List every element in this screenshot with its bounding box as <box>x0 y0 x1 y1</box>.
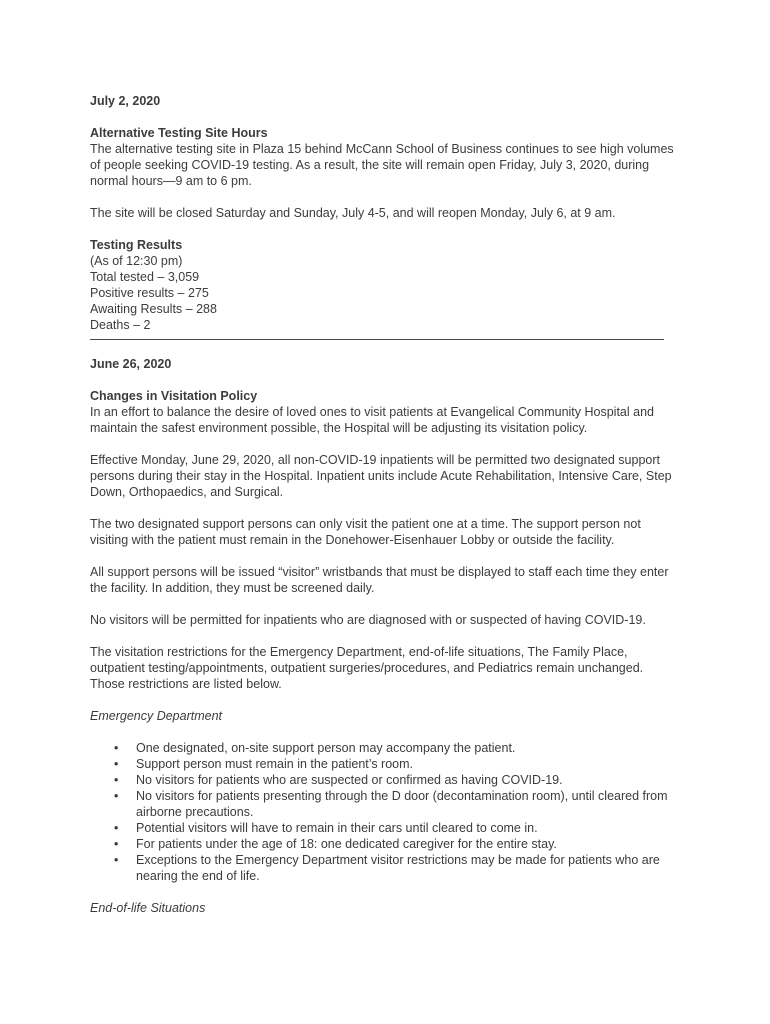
entry2-paragraph-2: Effective Monday, June 29, 2020, all non-COVID-19 inpatients will be permitted two designated support persons during their stay in the Hospital. Inpatient units include Acute Rehabilitation, Intensive Care, Step Down, Orthopaedics, and Surgical. <box>90 453 672 499</box>
list-item-text: Potential visitors will have to remain in their cars until cleared to come in. <box>136 821 538 835</box>
testing-results-deaths: Deaths – 2 <box>90 318 151 332</box>
bullet-icon: • <box>114 837 119 851</box>
entry2-paragraph-5: No visitors will be permitted for inpatients who are diagnosed with or suspected of having COVID-19. <box>90 613 646 627</box>
entry1-heading: Alternative Testing Site Hours <box>90 126 268 140</box>
bullet-icon: • <box>114 821 119 835</box>
list-item <box>90 836 680 852</box>
bullet-icon: • <box>114 757 119 771</box>
entry2-date: June 26, 2020 <box>90 357 172 371</box>
list-item <box>90 756 680 772</box>
list-item-text: No visitors for patients who are suspected or confirmed as having COVID-19. <box>136 773 563 787</box>
list-item-text: Exceptions to the Emergency Department visitor restrictions may be made for patients who are nearing the end of life. <box>136 853 660 883</box>
testing-results-total: Total tested – 3,059 <box>90 270 200 284</box>
entry2-paragraph-4: All support persons will be issued “visitor” wristbands that must be displayed to staff each time they enter the facility. In addition, they must be screened daily. <box>90 565 669 595</box>
bullet-icon: • <box>114 789 119 803</box>
list-item <box>90 820 680 836</box>
bullet-icon: • <box>114 741 119 755</box>
bullet-icon: • <box>114 853 119 867</box>
entry2-paragraph-1: In an effort to balance the desire of loved ones to visit patients at Evangelical Community Hospital and maintain the safest environment possible, the Hospital will be adjusting its visitation policy. <box>90 405 654 435</box>
entry2-paragraph-3: The two designated support persons can only visit the patient one at a time. The support person not visiting with the patient must remain in the Donehower-Eisenhauer Lobby or outside the facility. <box>90 517 641 547</box>
emergency-department-heading: Emergency Department <box>90 709 223 723</box>
end-of-life-heading: End-of-life Situations <box>90 901 206 915</box>
testing-results-awaiting: Awaiting Results – 288 <box>90 302 217 316</box>
entry1-date: July 2, 2020 <box>90 94 161 108</box>
entry2-paragraph-6: The visitation restrictions for the Emergency Department, end-of-life situations, The Family Place, outpatient testing/appointments, outpatient surgeries/procedures, and Pediatrics remain unchanged. Those restrictions are listed below. <box>90 645 644 691</box>
list-item <box>90 788 680 820</box>
list-item-text: Support person must remain in the patient’s room. <box>136 757 413 771</box>
testing-results-time: (As of 12:30 pm) <box>90 254 183 268</box>
list-item <box>90 852 680 884</box>
list-item-text: One designated, on-site support person may accompany the patient. <box>136 741 516 755</box>
entry1-paragraph-1: The alternative testing site in Plaza 15 behind McCann School of Business continues to see high volumes of people seeking COVID-19 testing. As a result, the site will remain open Friday, July 3, 2020, during normal hours—9 am to 6 pm. <box>90 142 674 188</box>
entry1-paragraph-2: The site will be closed Saturday and Sunday, July 4-5, and will reopen Monday, July 6, at 9 am. <box>90 206 616 220</box>
bullet-icon: • <box>114 773 119 787</box>
list-item-text: For patients under the age of 18: one dedicated caregiver for the entire stay. <box>136 837 557 851</box>
emergency-department-list <box>90 740 680 884</box>
list-item-text: No visitors for patients presenting through the D door (decontamination room), until cleared from airborne precautions. <box>136 789 668 819</box>
document-content <box>90 93 680 916</box>
testing-results-heading: Testing Results <box>90 238 183 252</box>
testing-results-positive: Positive results – 275 <box>90 286 209 300</box>
list-item <box>90 772 680 788</box>
list-item <box>90 740 680 756</box>
entry2-heading: Changes in Visitation Policy <box>90 389 258 403</box>
